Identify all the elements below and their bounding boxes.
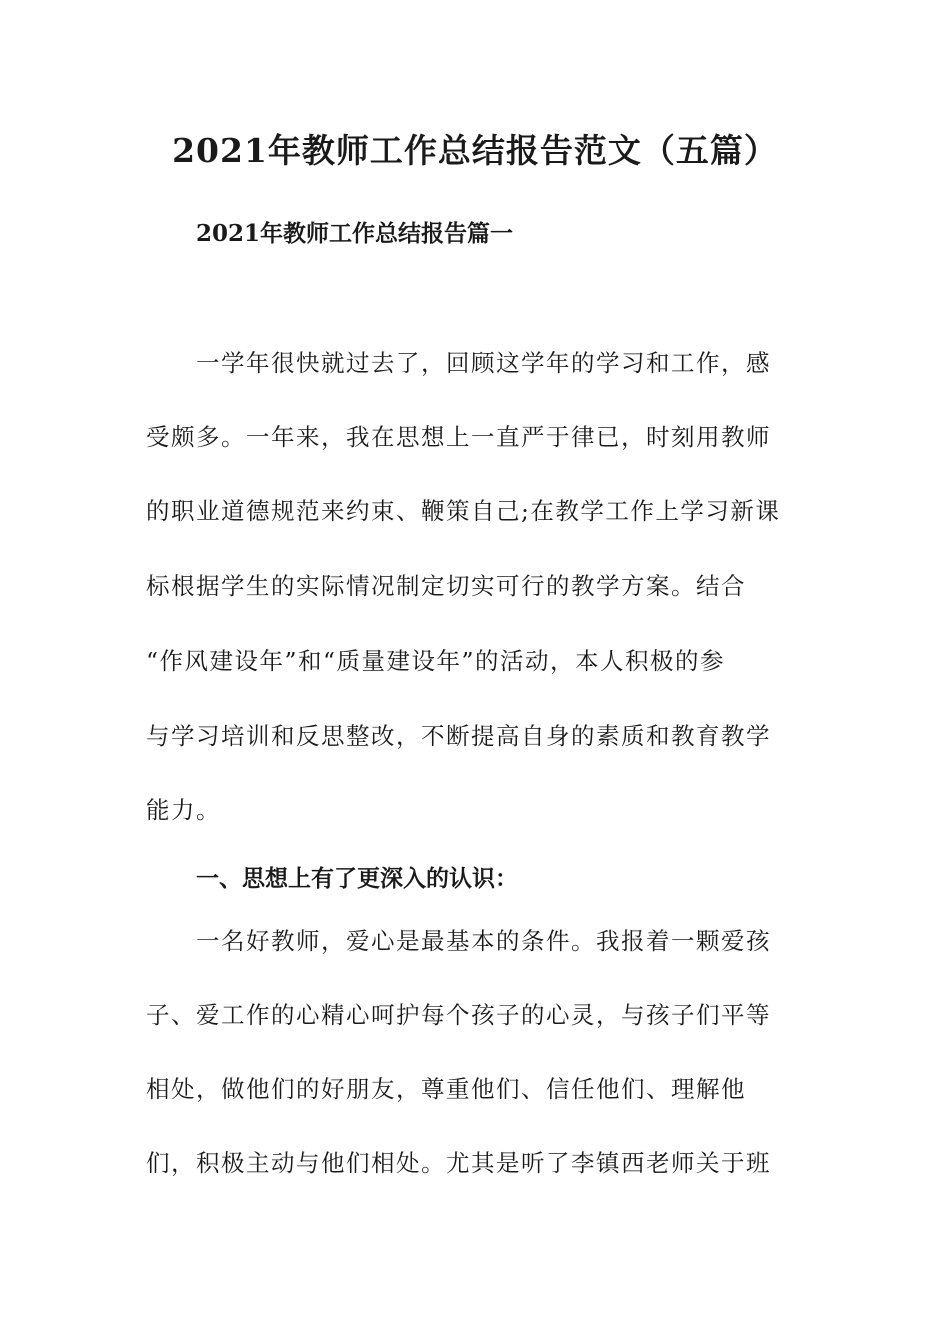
paragraph-line: 受颇多。一年来，我在思想上一直严于律已，时刻用教师 xyxy=(146,423,771,451)
paragraph-line: “作风建设年”和“质量建设年”的活动，本人积极的参 xyxy=(146,647,726,675)
paragraph-line: 相处，做他们的好朋友，尊重他们、信任他们、理解他 xyxy=(146,1075,746,1103)
paragraph-line: 的职业道德规范来约束、鞭策自己;在教学工作上学习新课 xyxy=(146,497,781,525)
section-title: 2021年教师工作总结报告篇一 xyxy=(196,220,514,247)
paragraph-line: 一学年很快就过去了，回顾这学年的学习和工作，感 xyxy=(196,349,771,377)
paragraph-line: 一名好教师，爱心是最基本的条件。我报着一颗爱孩 xyxy=(196,927,771,955)
section-heading: 一、思想上有了更深入的认识： xyxy=(196,865,518,892)
paragraph-line: 标根据学生的实际情况制定切实可行的教学方案。结合 xyxy=(146,572,746,600)
paragraph-line: 们，积极主动与他们相处。尤其是听了李镇西老师关于班 xyxy=(146,1149,771,1177)
paragraph-line: 子、爱工作的心精心呵护每个孩子的心灵，与孩子们平等 xyxy=(146,1001,771,1029)
paragraph-line: 与学习培训和反思整改，不断提高自身的素质和教育教学 xyxy=(146,722,771,750)
paragraph-line: 能力。 xyxy=(146,796,221,824)
document-title: 2021年教师工作总结报告范文（五篇） xyxy=(172,131,778,170)
